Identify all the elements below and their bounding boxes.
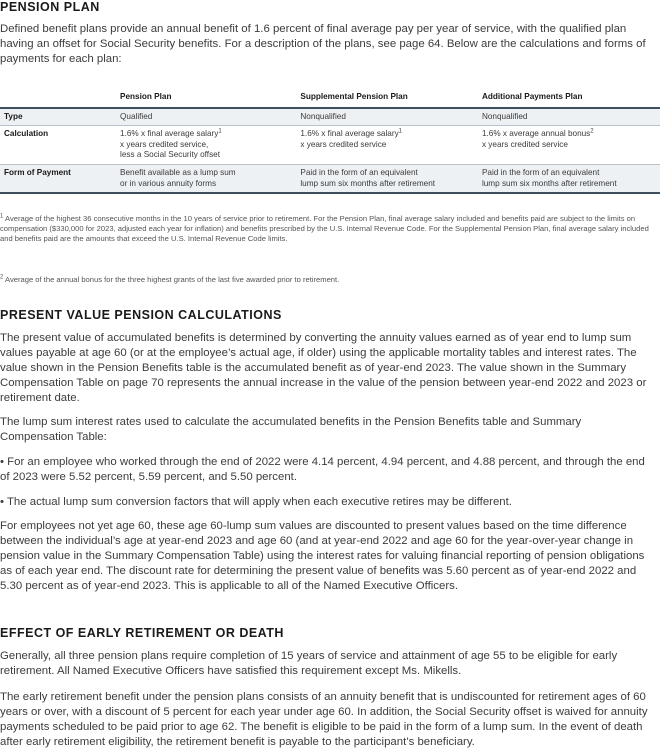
early-retirement-paragraph-1: Generally, all three pension plans require completion of 15 years of service and attainment of age 55 to be eligible for early retirement. All Named Executive Officers have satisfied this requirement except Ms. Mikells. [0,650,618,677]
cell-line: 1.6% x average annual bonus [481,129,591,139]
cell-line: x years credited service, [120,139,209,149]
table-row-form-of-payment [0,164,660,193]
cell-line: Benefit available as a lump sum [120,167,236,177]
pension-plan-table [0,90,660,194]
table-header-additional-payments-plan: Additional Payments Plan [478,90,660,108]
section-heading-early-retirement: EFFECT OF EARLY RETIREMENT OR DEATH [0,626,284,640]
footnote-mark: 2 [0,274,4,281]
table-cell [478,126,660,165]
table-cell [116,164,296,193]
footnote-1 [0,214,658,245]
cell-line: Paid in the form of an equivalent [481,167,600,177]
table-header-empty [0,90,116,108]
cell-line: x years credited service [481,139,568,149]
table-header-row [0,90,660,108]
footnote-2 [0,275,658,285]
row-label: Form of Payment [0,164,116,193]
interest-rate-bullet-1: • For an employee who worked through the end of 2022 were 4.14 percent, 4.94 percent, and 4.88 percent, and through the end of 2023 were 5.52 percent, 5.59 percent, and 5.50 percent. [0,456,645,483]
table-row-type [0,108,660,126]
early-retirement-paragraph-2: The early retirement benefit under the pension plans consists of an annuity benefit that is undiscounted for retirement ages of 60 years or over, with a discount of 5 percent for each year under age 60. In addition, the Social Security offset is waived for annuity payments scheduled to be paid prior to age 62. The benefit is eligible to be paid in the form of a lump sum. In the event of death after early retirement eligibility, the retirement benefit is payable to the participant’s beneficiary. [0,691,648,748]
present-value-paragraph-1: The present value of accumulated benefits is determined by converting the annuity values earned as of year end to lump sum values payable at age 60 (or at the employee’s actual age, if older) using the applicable mortality tables and interest rates. The value shown in the Pension Benefits table is the accumulated benefit as of year-end 2023. The value shown in the Summary Compensation Table on page 70 represents the annual increase in the value of the pension between year-end 2022 and 2023 or retirement date. [0,332,647,404]
present-value-paragraph-3: For employees not yet age 60, these age 60-lump sum values are discounted to present values based on the time difference between the individual’s age at year-end 2023 and age 60 (and at year-end 2022 and age 60 for the year-over-year change in pension value in the Summary Compensation Table) using the interest rates for valuing financial reporting of pension obligations as of each year end. The discount rate for determining the present value of benefits was 5.60 percent as of year-end 2022 and 5.30 percent as of year-end 2023. This is applicable to all of the Named Executive Officers. [0,520,645,592]
interest-rate-bullet-2: • The actual lump sum conversion factors that will apply when each executive retires may be different. [0,496,512,508]
cell-line: 1.6% x final average salary [120,129,219,139]
table-cell [116,126,296,165]
cell-line: or in various annuity forms [120,178,217,188]
footnote-ref: 1 [398,128,403,135]
row-label: Type [0,108,116,126]
table-cell: Qualified [116,108,296,126]
cell-line: 1.6% x final average salary [300,129,399,139]
footnote-ref: 2 [590,128,594,135]
row-label: Calculation [0,126,116,165]
table-cell [478,164,660,193]
section-heading-pension-plan: PENSION PLAN [0,0,100,14]
table-header-supplemental-plan: Supplemental Pension Plan [296,90,478,108]
table-cell [296,164,478,193]
cell-line: x years credited service [300,139,387,149]
table-header-pension-plan: Pension Plan [116,90,296,108]
cell-line: less a Social Security offset [120,150,220,160]
present-value-paragraph-2: The lump sum interest rates used to calculate the accumulated benefits in the Pension Benefits table and Summary Compensation Table: [0,416,582,443]
section-heading-present-value: PRESENT VALUE PENSION CALCULATIONS [0,308,282,322]
footnote-text: Average of the highest 36 consecutive months in the 10 years of service prior to retirement. For the Pension Plan, final average salary included and benefits paid are subject to the limits on compensation ($330,000 for 2023, adjusted each year for inflation) and benefits prescribed by the U.S. Internal Revenue Code. For the Supplemental Pension Plan, final average salary included and benefits paid are the amounts that exceed the U.S. Internal Revenue Code limits. [0,214,649,244]
footnote-ref: 1 [218,128,222,135]
footnote-mark: 1 [0,213,4,220]
table-row-calculation [0,126,660,165]
cell-line: lump sum six months after retirement [481,178,617,188]
cell-line: Paid in the form of an equivalent [300,167,418,177]
cell-line: lump sum six months after retirement [300,178,436,188]
table-cell: Nonqualified [296,108,478,126]
pension-plan-intro: Defined benefit plans provide an annual benefit of 1.6 percent of final average pay per year of service, with the qualified plan having an offset for Social Security benefits. For a description of the plans, see page 64. Below are the calculations and forms of payments for each plan: [0,23,646,65]
table-cell [296,126,478,165]
table-cell: Nonqualified [478,108,660,126]
footnote-text: Average of the annual bonus for the three highest grants of the last five awarded prior to retirement. [5,275,340,284]
